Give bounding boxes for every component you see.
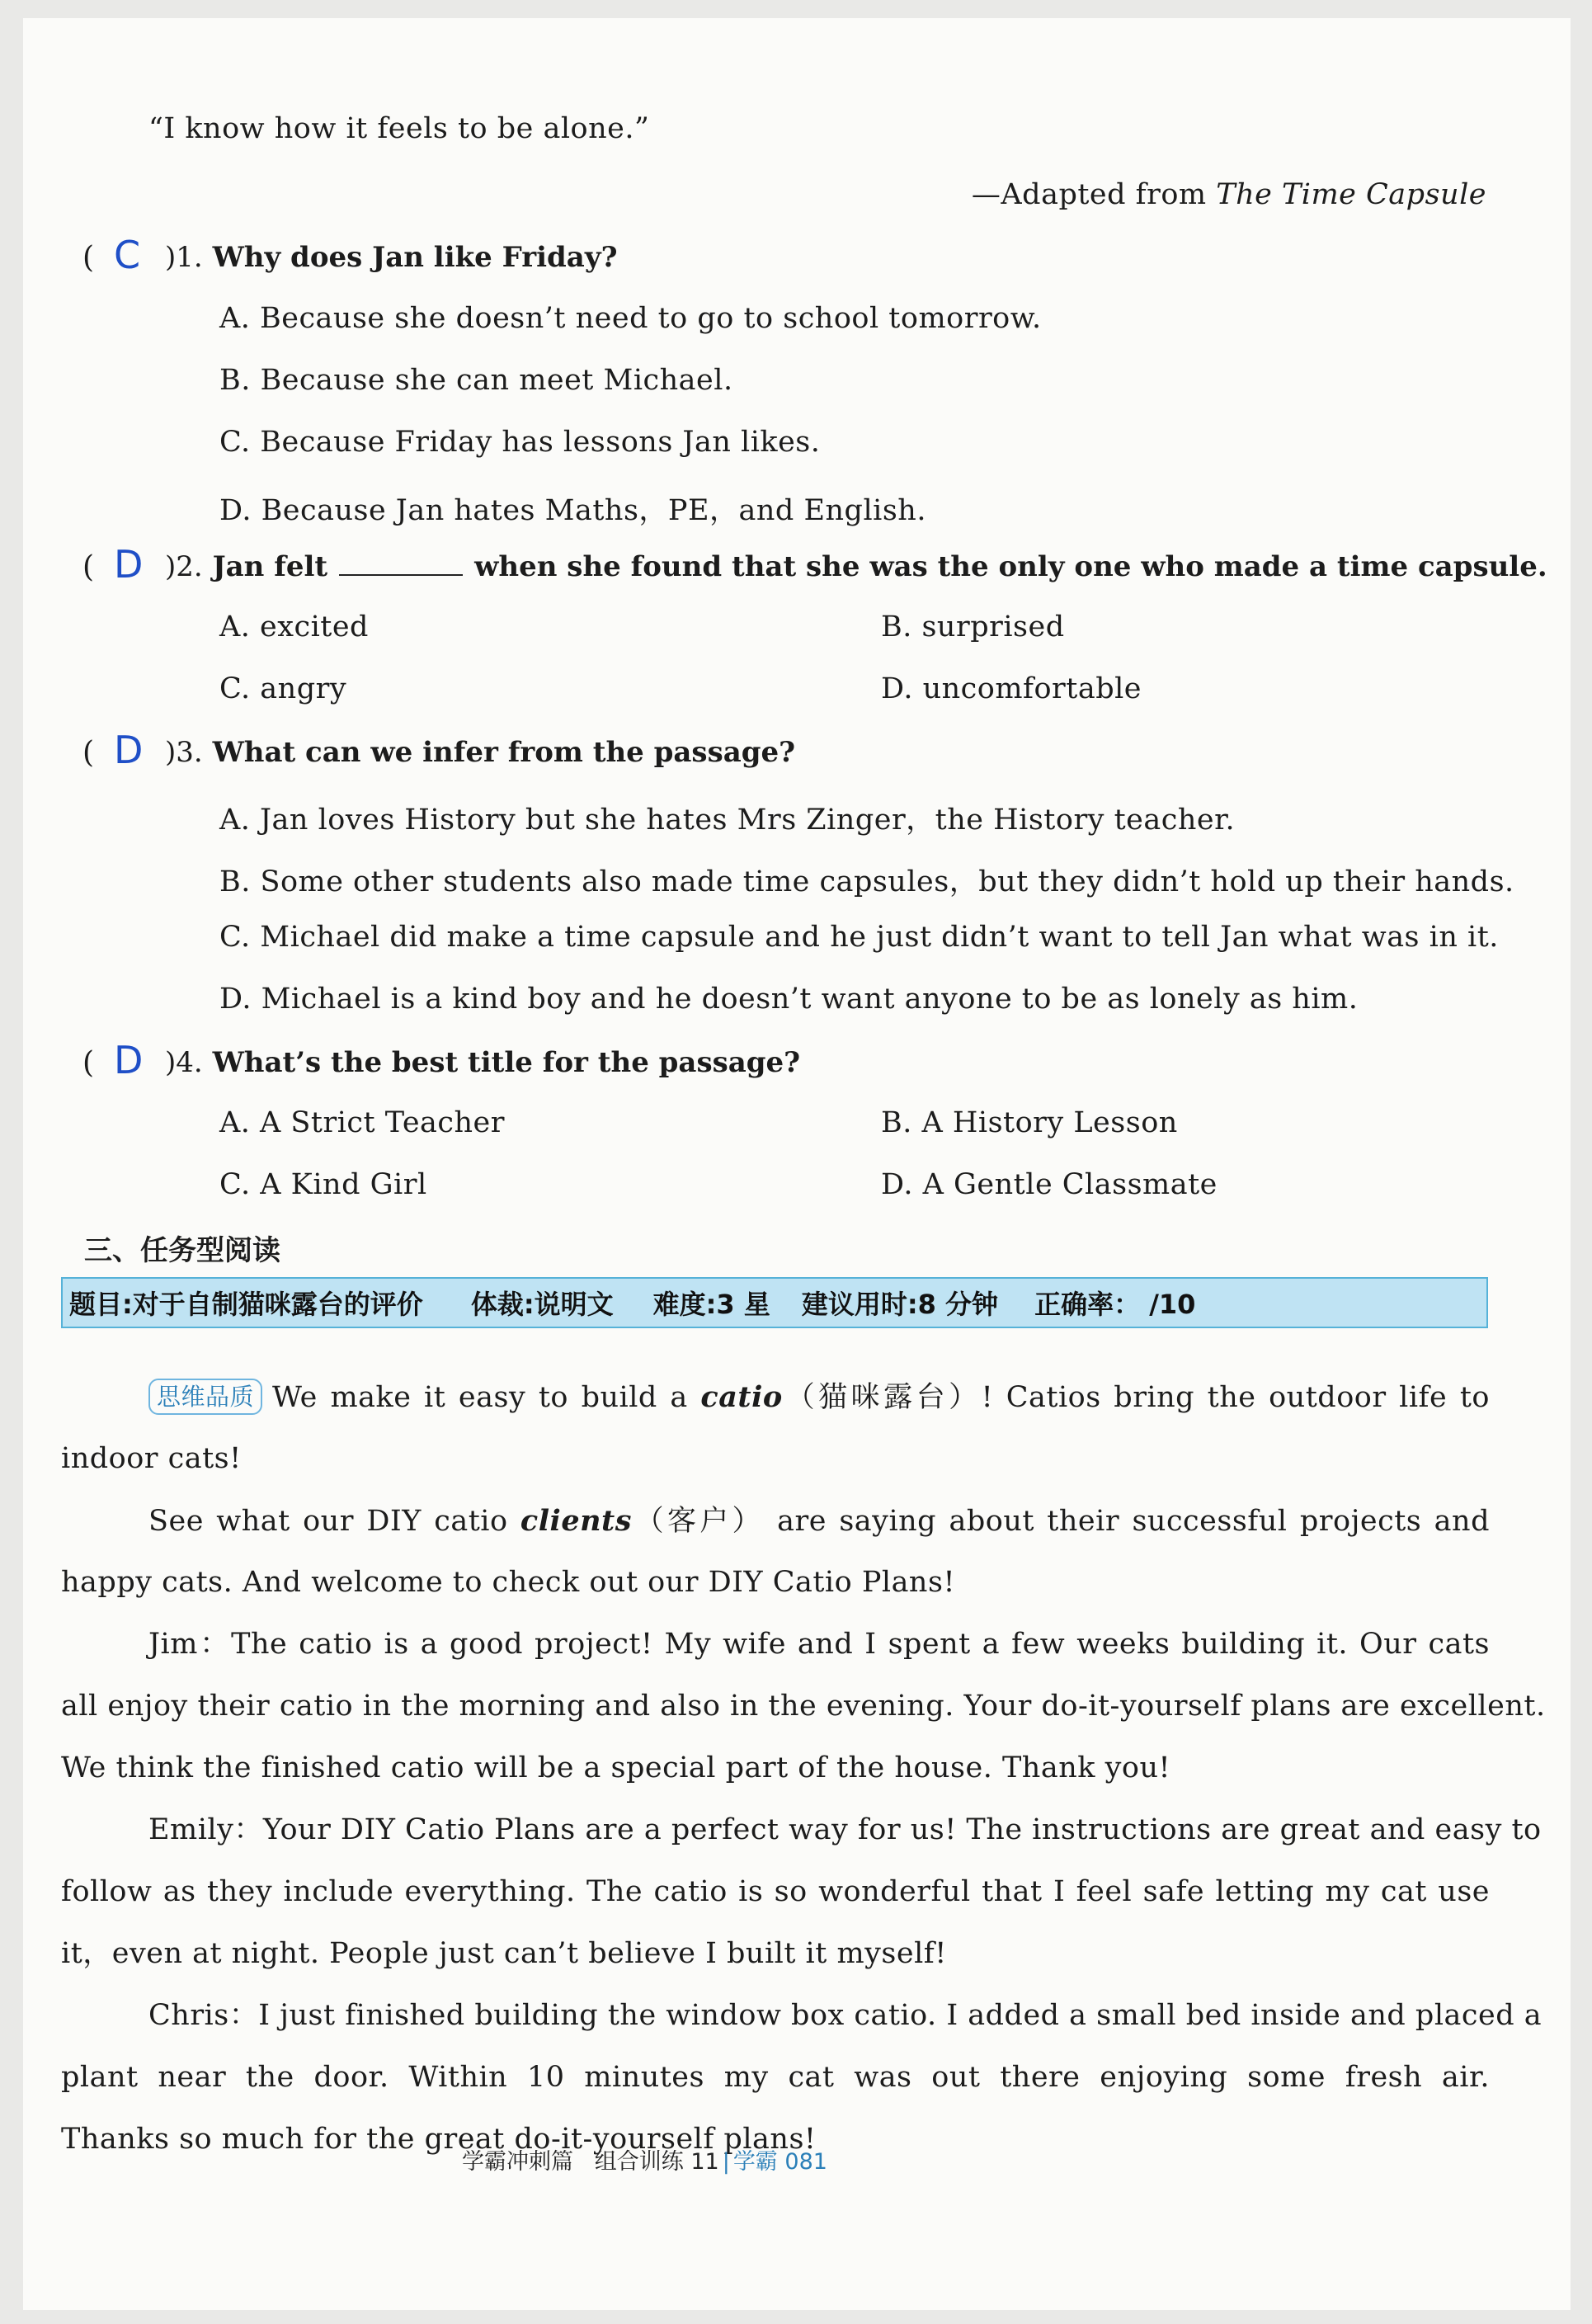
question-stem: )3. What can we infer from the passage?: [165, 736, 796, 769]
info-accuracy: 正确率： /10: [1034, 1289, 1196, 1320]
paragraph-5-line-2: plant near the door. Within 10 minutes my cat was out there enjoying some fresh air.: [61, 2061, 1490, 2094]
q4-option-b: B. A History Lesson: [881, 1106, 1178, 1139]
q4-option-d: D. A Gentle Classmate: [881, 1168, 1218, 1201]
task-info-bar: [61, 1277, 1488, 1328]
q1-option-d: D. Because Jan hates Maths，PE，and English.: [219, 494, 926, 527]
q2-option-c: C. angry: [219, 672, 347, 705]
q1-option-c: C. Because Friday has lessons Jan likes.: [219, 426, 821, 459]
paragraph-5-line-1: Chris：I just finished building the window box catio. I added a small bed inside and placed a: [148, 1999, 1543, 2032]
answer-blank: [339, 554, 463, 576]
question-4: [82, 1038, 1485, 1094]
paragraph-4-line-1: Emily：Your DIY Catio Plans are a perfect way for us! The instructions are great and easy to: [148, 1813, 1542, 1846]
footer-unit: 组合训练 11: [594, 2149, 719, 2175]
footer-separator: |: [722, 2149, 730, 2175]
question-stem: )4. What’s the best title for the passage?: [165, 1046, 801, 1079]
paragraph-3-line-1: Jim：The catio is a good project! My wife and I spent a few weeks building it. Our cats: [148, 1628, 1490, 1661]
question-number: )1. Why does Jan like Friday?: [165, 241, 618, 274]
thinking-quality-tag: 思维品质: [148, 1379, 262, 1415]
paren: (: [82, 1046, 95, 1080]
question-2: [82, 542, 1547, 598]
passage-quote: “I know how it feels to be alone.”: [148, 112, 650, 145]
q1-option-a: A. Because she doesn’t need to go to school tomorrow.: [219, 302, 1042, 335]
info-topic: 题目:对于自制猫咪露台的评价: [69, 1289, 423, 1320]
question-1: [82, 233, 1485, 289]
paragraph-3-line-2: all enjoy their catio in the morning and also in the evening. Your do-it-yourself plans are excellent.: [61, 1690, 1546, 1723]
q2-option-b: B. surprised: [881, 610, 1065, 643]
q1-option-b: B. Because she can meet Michael.: [219, 364, 733, 397]
q2-option-d: D. uncomfortable: [881, 672, 1142, 705]
info-difficulty: 难度:3 星: [652, 1289, 770, 1320]
q4-option-c: C. A Kind Girl: [219, 1168, 427, 1201]
q3-option-b: B. Some other students also made time capsules，but they didn’t hold up their hands.: [219, 865, 1514, 898]
paragraph-3-line-3: We think the finished catio will be a special part of the house. Thank you!: [61, 1751, 1171, 1784]
footer-brand: 学霸: [732, 2149, 778, 2175]
paren: (: [82, 550, 95, 584]
paragraph-4-line-3: it，even at night. People just can’t believe I built it myself!: [61, 1937, 947, 1970]
reading-passage: [61, 1366, 1546, 2171]
info-time: 建议用时:8 分钟: [801, 1289, 999, 1320]
page-footer: [462, 2143, 827, 2176]
paren: (: [82, 736, 95, 770]
paragraph-2-line-2: happy cats. And welcome to check out our DIY Catio Plans!: [61, 1566, 956, 1599]
q4-option-a: A. A Strict Teacher: [219, 1106, 505, 1139]
passage-source: —Adapted from The Time Capsule: [971, 178, 1486, 211]
answer-q3: D: [114, 728, 144, 772]
paragraph-1-line-2: indoor cats!: [61, 1442, 242, 1475]
q3-option-c: C. Michael did make a time capsule and he just didn’t want to tell Jan what was in it.: [219, 921, 1499, 954]
paren: (: [82, 241, 95, 275]
question-stem: )2. Jan felt when she found that she was the only one who made a time capsule.: [165, 550, 1547, 583]
q2-option-a: A. excited: [219, 610, 369, 643]
answer-q4: D: [114, 1038, 144, 1082]
answer-q2: D: [114, 542, 144, 587]
footer-part: 学霸冲刺篇: [462, 2149, 573, 2175]
answer-q1: C: [114, 233, 141, 277]
question-3: [82, 728, 1485, 784]
paragraph-4-line-2: follow as they include everything. The catio is so wonderful that I feel safe letting my cat use: [61, 1875, 1490, 1908]
paragraph-1-line-1: 思维品质 We make it easy to build a catio（猫咪露台）! Catios bring the outdoor life to: [61, 1366, 1490, 1428]
q3-option-d: D. Michael is a kind boy and he doesn’t want anyone to be as lonely as him.: [219, 983, 1359, 1016]
q3-option-a: A. Jan loves History but she hates Mrs Zinger，the History teacher.: [219, 804, 1236, 837]
page-number: 081: [784, 2149, 827, 2175]
paragraph-5-line-3: Thanks so much for the great do-it-yourself plans!: [61, 2123, 817, 2156]
section-title: 三、任务型阅读: [84, 1234, 280, 1267]
info-genre: 体裁:说明文: [470, 1289, 614, 1320]
paragraph-2-line-1: See what our DIY catio clients（客户） are saying about their successful projects and: [148, 1504, 1490, 1538]
